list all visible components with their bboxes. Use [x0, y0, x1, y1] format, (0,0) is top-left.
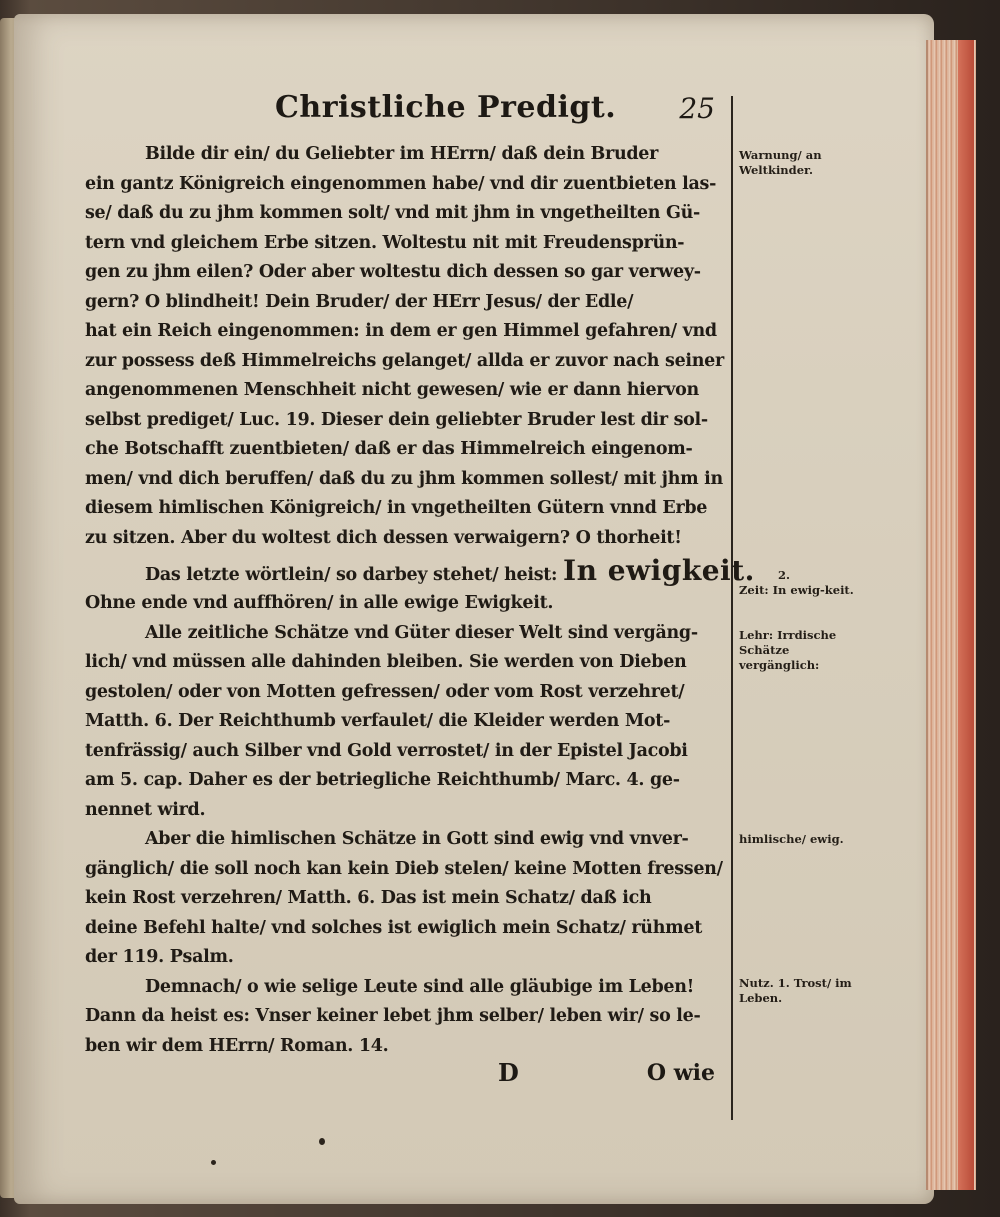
marginal-note-text: Warnung/ an Weltkinder. [739, 148, 822, 177]
text-segment: Das letzte wörtlein/ so darbey stehet/ heist: [145, 565, 558, 585]
text-line: zur possess deß Himmelreichs gelanget/ allda er zuvor nach seiner [85, 350, 724, 371]
marginal-note [739, 976, 859, 1006]
emphasis-phrase: In ewigkeit. [563, 554, 755, 587]
paper-speck [319, 1138, 325, 1145]
marginal-note [739, 148, 859, 178]
text-line: gestolen/ oder von Motten gefressen/ oder vom Rost verzehret/ [85, 681, 685, 702]
text-line: tenfrässig/ auch Silber vnd Gold verrostet/ in der Epistel Jacobi [85, 740, 688, 761]
text-line: ben wir dem HErrn/ Roman. 14. [85, 1035, 389, 1056]
text-line: der 119. Psalm. [85, 947, 234, 967]
text-line: Alle zeitliche Schätze vnd Güter dieser Welt sind vergäng- [145, 622, 698, 643]
text-line: Aber die himlischen Schätze in Gott sind ewig vnd vnver- [145, 829, 689, 849]
marginal-note-text: Zeit: In ewig-keit. [739, 583, 854, 597]
catchword: O wie [646, 1060, 715, 1086]
text-line: diesem himlischen Königreich/ in vngetheilten Gütern vnnd Erbe [85, 498, 708, 518]
text-line: Matth. 6. Der Reichthumb verfaulet/ die Kleider werden Mot- [85, 711, 671, 731]
paper-speck [211, 1160, 216, 1165]
text-line: Dann da heist es: Vnser keiner lebet jhm selber/ leben wir/ so le- [85, 1006, 701, 1026]
marginal-note [739, 568, 859, 598]
marginal-note-text: Lehr: Irrdische Schätze vergänglich: [739, 628, 837, 672]
marginal-note [739, 832, 859, 847]
red-edge-stain [958, 40, 974, 1190]
text-line: gen zu jhm eilen? Oder aber woltestu dich dessen so gar verwey- [85, 262, 701, 282]
signature-mark: D [498, 1058, 519, 1087]
page-header [275, 90, 725, 134]
marginal-note-number: 2. [777, 568, 790, 582]
text-line: Ohne ende vnd auffhören/ in alle ewige Ewigkeit. [85, 593, 554, 613]
text-line: angenommenen Menschheit nicht gewesen/ wie er dann hiervon [85, 380, 699, 400]
text-line: men/ vnd dich beruffen/ daß du zu jhm kommen sollest/ mit jhm in [85, 468, 723, 489]
page-number: 25 [679, 92, 715, 125]
text-line: kein Rost verzehren/ Matth. 6. Das ist mein Schatz/ daß ich [85, 888, 652, 908]
text-line: che Botschafft zuentbieten/ daß er das Himmelreich eingenom- [85, 439, 693, 459]
text-line: lich/ vnd müssen alle dahinden bleiben. Sie werden von Dieben [85, 652, 687, 672]
text-line: Bilde dir ein/ du Geliebter im HErrn/ daß dein Bruder [145, 144, 659, 164]
text-line: se/ daß du zu jhm kommen solt/ vnd mit jhm in vngetheilten Gü- [85, 203, 700, 223]
marginal-rule [731, 96, 733, 1120]
text-line: deine Befehl halte/ vnd solches ist ewiglich mein Schatz/ rühmet [85, 917, 702, 938]
text-line: tern vnd gleichem Erbe sitzen. Woltestu nit mit Freudensprün- [85, 232, 685, 253]
text-line: gänglich/ die soll noch kan kein Dieb stelen/ keine Motten fressen/ [85, 858, 723, 879]
text-line: selbst prediget/ Luc. 19. Dieser dein geliebter Bruder lest dir sol- [85, 409, 708, 430]
text-line: gern? O blindheit! Dein Bruder/ der HErr Jesus/ der Edle/ [85, 291, 634, 312]
text-line: nennet wird. [85, 799, 206, 820]
text-line: hat ein Reich eingenommen: in dem er gen Himmel gefahren/ vnd [85, 321, 717, 341]
text-line-with-emphasis [85, 553, 755, 589]
marginal-note [739, 628, 859, 673]
text-line: zu sitzen. Aber du woltest dich dessen verwaigern? O thorheit! [85, 527, 682, 548]
running-head: Christliche Predigt. [275, 90, 617, 125]
marginal-note-text: Nutz. 1. Trost/ im Leben. [739, 976, 852, 1005]
body-text [85, 140, 755, 1061]
text-line: am 5. cap. Daher es der betriegliche Reichthumb/ Marc. 4. ge- [85, 770, 680, 790]
text-line: ein gantz Königreich eingenommen habe/ vnd dir zuentbieten las- [85, 173, 717, 194]
marginal-note-text: himlische/ ewig. [739, 832, 844, 846]
page-footer [85, 1058, 725, 1092]
text-line: Demnach/ o wie selige Leute sind alle gläubige im Leben! [145, 976, 695, 997]
